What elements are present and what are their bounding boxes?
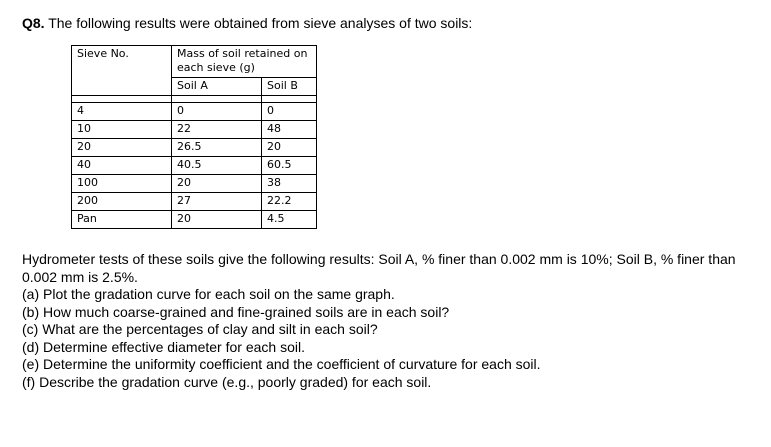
sieve-cell: 10 xyxy=(72,121,172,139)
soil-b-cell: 4.5 xyxy=(262,211,317,229)
table-row xyxy=(72,175,317,193)
part-a: (a) Plot the gradation curve for each soil on the same graph. xyxy=(22,286,395,302)
soil-a-cell: 40.5 xyxy=(172,157,262,175)
sieve-cell: 20 xyxy=(72,139,172,157)
table-header-row xyxy=(72,46,317,78)
part-d: (d) Determine effective diameter for each soil. xyxy=(22,338,305,355)
hydrometer-results-text: Hydrometer tests of these soils give the following results: Soil A, % finer than 0.002 mm is 10%; Soil B, % finer than 0.002 mm is 2.5%. xyxy=(22,251,736,285)
header-soil-b: Soil B xyxy=(262,78,317,96)
soil-b-cell: 20 xyxy=(262,139,317,157)
part-b: (b) How much coarse-grained and fine-grained soils are in each soil? xyxy=(22,303,450,320)
part-e: (e) Determine the uniformity coefficient and the coefficient of curvature for each soil. xyxy=(22,356,541,372)
soil-b-cell: 0 xyxy=(262,103,317,121)
part-c: (c) What are the percentages of clay and silt in each soil? xyxy=(22,321,378,337)
soil-a-cell: 20 xyxy=(172,211,262,229)
question-heading xyxy=(22,14,472,32)
table-row xyxy=(72,211,317,229)
table-row xyxy=(72,121,317,139)
question-number: Q8. xyxy=(22,15,45,31)
soil-b-cell: 38 xyxy=(262,175,317,193)
question-body xyxy=(22,251,742,391)
table-spacer-row xyxy=(72,96,317,103)
table-row xyxy=(72,157,317,175)
sieve-cell: 100 xyxy=(72,175,172,193)
header-sieve-no: Sieve No. xyxy=(72,46,172,96)
sieve-analysis-table xyxy=(71,45,317,229)
soil-a-cell: 20 xyxy=(172,175,262,193)
table-row xyxy=(72,193,317,211)
table-row xyxy=(72,139,317,157)
sieve-cell: 200 xyxy=(72,193,172,211)
soil-b-cell: 22.2 xyxy=(262,193,317,211)
sieve-cell: Pan xyxy=(72,211,172,229)
soil-b-cell: 48 xyxy=(262,121,317,139)
soil-a-cell: 27 xyxy=(172,193,262,211)
soil-b-cell: 60.5 xyxy=(262,157,317,175)
header-soil-a: Soil A xyxy=(172,78,262,96)
question-text: The following results were obtained from sieve analyses of two soils: xyxy=(48,15,473,31)
soil-a-cell: 26.5 xyxy=(172,139,262,157)
header-mass-retained: Mass of soil retained on each sieve (g) xyxy=(172,46,317,78)
part-f: (f) Describe the gradation curve (e.g., poorly graded) for each soil. xyxy=(22,373,432,390)
sieve-cell: 40 xyxy=(72,157,172,175)
sieve-cell: 4 xyxy=(72,103,172,121)
soil-a-cell: 0 xyxy=(172,103,262,121)
table-row xyxy=(72,103,317,121)
soil-a-cell: 22 xyxy=(172,121,262,139)
